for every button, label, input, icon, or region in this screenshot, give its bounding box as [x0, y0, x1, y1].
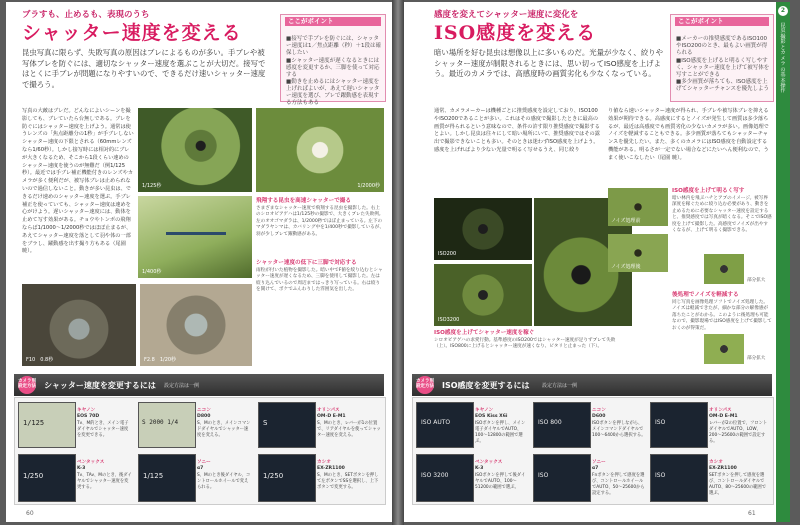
camera-brand: キヤノン: [475, 407, 494, 413]
kicker: ブラすも、止めるも、表現のうち: [22, 10, 150, 20]
screen-value: 1/125: [23, 419, 45, 427]
camera-grid: [412, 397, 774, 505]
camera-model: K-3: [77, 465, 86, 471]
section-badge: カメラ別設定方法: [416, 376, 434, 394]
photo-noise-after: [608, 234, 668, 272]
page-number: 60: [26, 510, 34, 517]
lead-text: 暗い場所を好む昆虫は想像以上に多いものだ。光量が少なく、絞りやシャッター速度が制限されるときには、思い切ってISO感度を上げよう。最近のカメラでは、高感度時の画質劣化も少なくなっている。: [434, 48, 663, 79]
book-gutter: [392, 0, 404, 525]
screen-value: ISO: [538, 472, 549, 479]
camera-brand: カシオ: [709, 459, 723, 465]
camera-model: EX-ZR1100: [317, 465, 345, 471]
camera-desc: S、Mのとき、メインコマンドダイヤルでシャッター速度を変える。: [197, 421, 251, 439]
camera-brand: ソニー: [197, 459, 211, 465]
caption-body: さまざまなシャッター速度で飛翔する昆虫を撮影した。右上のシロオビアゲハは1/125秒の撮影で、大きくブレた失敗例。左のオオゴマダラは、1/2000秒でほぼ止まっている。左下のマダラヤンマは、カバリング中を1/400秒で撮影しているが、羽が少しブレて躍動感がある。: [256, 206, 384, 237]
photo-label: 部分拡大: [747, 278, 766, 283]
camera-screen: [138, 454, 196, 502]
page-title: シャッター速度を変える: [22, 22, 242, 44]
photo-label: 部分拡大: [747, 356, 766, 361]
caption-body: 暗い林内を飛ぶハチとアブのイメージ。被写界深度を稼ぐために絞り込む必要があり、動きを止めるために必要なシャッター速度を設定すると、推奨感度では写真が暗くなる。そこでISO感度を上げて撮影した。高感度でノイズが出やすくなるが、上げて明るく撮影できる。: [672, 196, 772, 234]
photo-label: 1/2000秒: [357, 183, 380, 189]
photo-raindrop-f28: [140, 284, 252, 366]
camera-desc: SETボタンを押して感度を選び、コントロールダイヤルでAUTO、80〜25600の範囲で選ぶ。: [709, 473, 767, 497]
camera-model: OM-D E-M1: [709, 413, 738, 419]
camera-screen: [533, 402, 591, 448]
point-item: ■ISO感度を上げると明るく写しやすく、シャッター速度を上げて被写体を写すことができる: [676, 57, 770, 78]
camera-desc: S、Mのとき、SETボタンを押して左ボタンでSSを選択し、上下ボタンで変更する。: [317, 473, 379, 491]
lead-text: 昆虫写真に限らず、失敗写真の原因はブレによるものが多い。手ブレや被写体ブレを防ぐには、適切なシャッター速度を選ぶことが大切だ。接写ではとくに手ブレが問題になりやすいので、できるだけ速いシャッター速度で撮ろう。: [22, 48, 266, 90]
camera-desc: S、Mのとき、レバーが1の位置で、リアダイヤルを使ってシャッター速度を変える。: [317, 421, 381, 439]
camera-brand: キヤノン: [77, 407, 96, 413]
photo-crop: [704, 334, 744, 364]
point-item: ■動きを止めるにはシャッター速度を上げればよいが、あえて遅いシャッター速度を選び、ブレで躍動感を表現する方法もある: [286, 78, 380, 106]
screen-value: 1/250: [23, 472, 44, 480]
camera-desc: ISOボタンを押して後ダイヤルでAUTO、100〜51200の範囲で選ぶ。: [475, 473, 526, 491]
left-page: [6, 2, 392, 522]
camera-grid: [14, 397, 386, 505]
camera-screen: [258, 454, 316, 502]
camera-model: α7: [592, 465, 599, 471]
camera-desc: Tv、TAv、Mのとき、後ダイヤルでシャッター速度を変更する。: [77, 473, 132, 491]
screen-value: 1/125: [143, 472, 164, 480]
photo-label: ISO200: [438, 251, 457, 257]
point-box: [670, 14, 774, 102]
caption-heading: ISO感度を上げてシャッター速度を稼ぐ: [434, 330, 535, 336]
camera-brand: ニコン: [592, 407, 606, 413]
camera-model: EX-ZR1100: [709, 465, 737, 471]
camera-brand: オリンパス: [317, 407, 340, 413]
point-item: ■多少画質が落ちても、ISO感度を上げてシャッターチャンスを優先しよう: [676, 78, 770, 92]
camera-section-header: [412, 374, 772, 396]
chapter-title: 昆虫撮影とカメラの基本操作: [780, 23, 786, 95]
right-page: [404, 2, 790, 522]
screen-value: S: [263, 419, 268, 427]
caption-heading: シャッター速度の低下に三脚で対応する: [256, 260, 357, 266]
photo-label: F10 0.8秒: [26, 357, 54, 363]
screen-value: ISO 800: [538, 419, 562, 426]
photo-dragonfly: [138, 196, 252, 278]
camera-screen: [650, 402, 708, 448]
camera-screen: [650, 454, 708, 502]
screen-value: ISO: [655, 419, 666, 426]
photo-white-butterfly: [256, 108, 384, 192]
section-title: ISO感度を変更するには: [442, 381, 530, 390]
camera-screen: [416, 454, 474, 502]
body-text: 通常、カメラメーカーは機種ごとに推奨感度を設定しており、ISO100やISO200であることが多い。これはその感度で撮影したときに最高の画質が得られるという意味なので、条件の許す限り推奨感度で撮影するとよい。しかし昆虫は往々にして暗い場所にいて、推奨感度ではその露出で撮影できないことも多い。そのときは迷わずISO感度を上げよう。感度を上げればより少ない光量で明るく写せるうえ、同じ絞り: [434, 108, 600, 153]
caption-heading: ISO感度を上げて明るく写す: [672, 188, 745, 194]
photo-label: F2.8 1/20秒: [144, 357, 177, 363]
camera-brand: ニコン: [197, 407, 211, 413]
point-header: ここがポイント: [285, 17, 381, 26]
screen-value: ISO: [655, 472, 666, 479]
camera-desc: Fnボタンを押して感度を選び、コントロールホイールでAUTO、50〜25600から設定する。: [592, 473, 645, 497]
body-text: り値なら速いシャッター速度が得られ、手ブレや被写体ブレを抑える効果が期待できる。高感度にするとノイズが発生して画質は多少落ちるが、最近は高感度でも画質劣化の少ないカメラが多い。画像処理でノイズを軽減することもできる。多少画質が落ちてもシャッターチャンスを優先したい。また、多くのカメラにはISO感度を自動設定する機能がある。明るさが一定でない場合などにたいへん便利なので、うまく使いこなしたい（尾園 暁）。: [608, 108, 769, 161]
screen-value: ISO 3200: [421, 472, 449, 479]
camera-desc: Tv、M的とき、メイン電子ダイヤルでシャッター速度を変更できる。: [77, 421, 129, 439]
caption-body: シロオビアゲハの求愛行動。基準感度のISO200ではシャッター速度が足りずブレて失敗（上）。ISO800に上げるとシャッター速度が速くなり、ピタリと止まった（下）。: [434, 338, 616, 350]
camera-screen: [18, 454, 76, 502]
camera-screen: [138, 402, 196, 448]
camera-brand: ソニー: [592, 459, 606, 465]
photo-label: ノイズ処理後: [611, 264, 641, 270]
chapter-number: 2: [778, 6, 788, 16]
page-number: 61: [748, 510, 756, 517]
camera-model: α7: [197, 465, 204, 471]
camera-desc: ISOボタンを押しながら、メインコマンドダイヤルで100〜6400から選択する。: [592, 421, 646, 439]
caption-body: 同じ写真を画像処理ソフトでノイズ処理した。ノイズは軽減できたが、細かな部分の解像感が落ちたことがわかる。このように後処理も可能なので、撮影現場ではISO感度を上げて撮影しておくのが得策だ。: [672, 300, 772, 331]
section-badge: カメラ別設定方法: [18, 376, 36, 394]
camera-screen: [258, 402, 316, 448]
camera-model: D800: [197, 413, 211, 419]
camera-desc: S、Mのとき後ダイヤル、コントロールホイールで変えられる。: [197, 473, 251, 491]
photo-noise-before: [608, 188, 668, 226]
camera-model: K-3: [475, 465, 484, 471]
section-subtitle: 設定方法は一例: [542, 383, 578, 389]
camera-brand: ペンタックス: [77, 459, 105, 465]
screen-value: 1/250: [263, 472, 284, 480]
photo-label: ノイズ処理前: [611, 218, 641, 224]
camera-screen: [416, 402, 474, 448]
camera-model: D600: [592, 413, 606, 419]
screen-value: S 2000 1/4: [142, 419, 179, 426]
body-text: 写真の大敵はブレだ。どんなによいシーンを撮影しても、ブレていたら台無しである。ブレを防ぐにはシャッター速度を上げよう。通常は使うレンズの「焦点距離分の1秒」が手ブレしないシャッター速度の下限とされる（60mmレンズなら1/60秒）。しかし接写時には相対的にブレが大きくなるため、そこから1段くらい速めのシャッター速度を使うのが無難だ（例1/125秒）。最近では手ブレ補正機能付きのレンズやカメラが多く便利だが、被写体ブレは止められないので過信しないこと。動きが多い昆虫は、できるだけ速めのシャッター速度を選ぶ。手ブレ補正を使っていても、シャッター速度は速めを心がけよう。遅いシャッター速度には、動体を止めて写す効果がある。チョウやトンボの飛翔ならば1/1000〜1/2000秒ではほぼ止まるが、あえてシャッター速度を落として羽や体の一部をブラし、躍動感を出す撮り方もある（尾園 暁）。: [22, 108, 134, 255]
point-item: ■接写で手ブレを防ぐには、シャッター速度は1／焦点距離（秒）＋1段は確保したい: [286, 35, 381, 56]
point-item: ■シャッター速度が遅くなるときには感度を変更するか、三脚を使って対応する: [286, 57, 380, 78]
caption-body: 雨粒が付いた植物を撮影した。暗い中でF値を絞り込むとシャッター速度が遅くなるため、三脚を使用して撮影した。左は絞り込んでいるので周辺まではっきり写っている。右は絞りを開けて、ボケでふんわりした雰囲気を出した。: [256, 268, 383, 293]
point-item: ■メーカーの推奨感度であるISO100やISO200のとき、最もよい画質が得られる: [676, 35, 768, 56]
photo-swallowtail: [138, 108, 252, 192]
kicker: 感度を変えてシャッター速度に変化を: [434, 10, 579, 20]
photo-iso200: [434, 198, 532, 260]
page-title: ISO感度を変える: [434, 22, 597, 44]
caption-heading: 後処理でノイズを軽減する: [672, 292, 739, 298]
dragonfly-shape: [166, 232, 226, 235]
photo-label: ISO3200: [438, 317, 460, 323]
camera-model: EOS 70D: [77, 413, 100, 419]
point-box: [280, 14, 386, 106]
camera-screen: [18, 402, 76, 448]
camera-section-header: [14, 374, 384, 396]
photo-iso3200: [434, 264, 532, 326]
camera-brand: オリンパス: [709, 407, 732, 413]
point-header: ここがポイント: [675, 17, 769, 26]
camera-desc: レバーが2の位置で、フロントダイヤルでAUTO、LOW、200〜25600の範囲で設定する。: [709, 421, 768, 445]
camera-desc: ISOボタンを押し、メイン電子ダイヤルでAUTO、100〜12800の範囲で選ぶ。: [475, 421, 526, 445]
camera-model: EOS Kiss X6i: [475, 413, 508, 419]
section-subtitle: 設定方法は一例: [164, 383, 200, 389]
camera-brand: ペンタックス: [475, 459, 503, 465]
screen-value: ISO AUTO: [421, 419, 451, 426]
camera-model: OM-D E-M1: [317, 413, 346, 419]
caption-heading: 飛翔する昆虫を高速シャッターで撮る: [256, 198, 351, 204]
photo-raindrop-f10: [22, 284, 136, 366]
photo-label: 1/400秒: [142, 269, 162, 275]
camera-screen: [533, 454, 591, 502]
photo-crop: [704, 254, 744, 284]
camera-brand: カシオ: [317, 459, 331, 465]
chapter-side-tab: [776, 2, 790, 522]
section-title: シャッター速度を変更するには: [44, 381, 156, 390]
photo-label: 1/125秒: [142, 183, 162, 189]
